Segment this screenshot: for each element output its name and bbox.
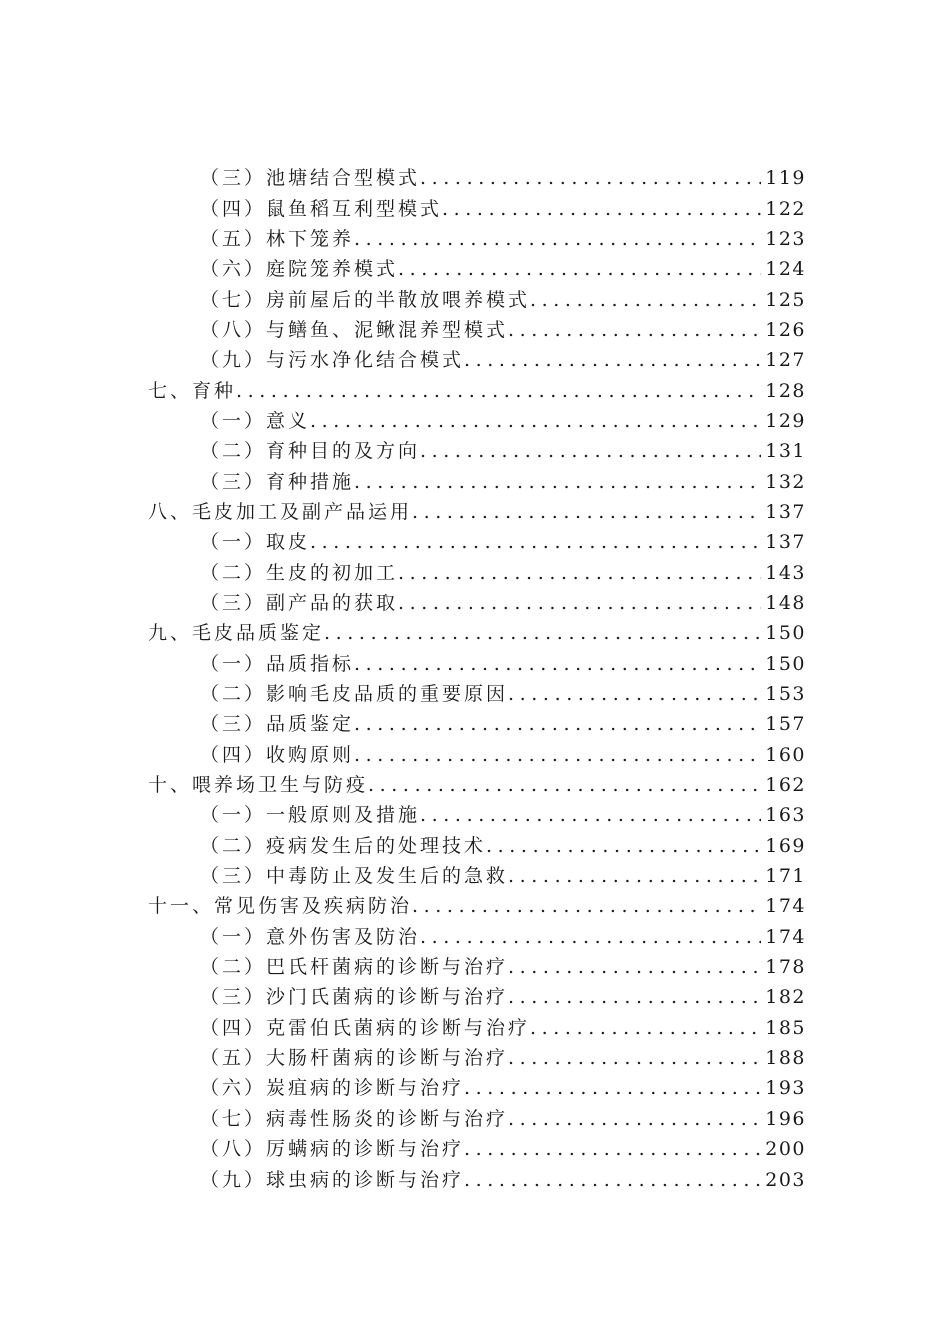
toc-section-entry[interactable] [148,800,806,830]
toc-entry-title: （六）庭院笼养模式 [200,258,399,281]
toc-section-entry[interactable] [148,315,806,345]
toc-section-entry[interactable] [148,254,806,284]
toc-page-number: 148 [765,591,806,614]
toc-page-number: 196 [765,1107,806,1130]
toc-page-number: 193 [765,1077,806,1100]
table-of-contents [148,163,806,1195]
toc-entry-title: （一）取皮 [200,531,311,554]
toc-entry-title: （二）生皮的初加工 [200,561,399,584]
toc-entry-title: 九、毛皮品质鉴定 [148,622,325,645]
toc-dot-leader [464,1073,761,1103]
toc-section-entry[interactable] [148,1134,806,1164]
toc-dot-leader [310,527,761,557]
toc-page-number: 169 [765,834,806,857]
toc-entry-title: （三）中毒防止及发生后的急救 [200,865,509,888]
toc-section-entry[interactable] [148,1073,806,1103]
toc-section-entry[interactable] [148,588,806,618]
toc-entry-title: （二）育种目的及方向 [200,440,421,463]
toc-dot-leader [464,345,761,375]
toc-section-entry[interactable] [148,193,806,223]
toc-dot-leader [310,406,761,436]
toc-chapter-entry[interactable] [148,770,806,800]
toc-dot-leader [420,436,761,466]
toc-dot-leader [530,285,761,315]
toc-page-number: 128 [765,379,806,402]
toc-entry-title: 八、毛皮加工及副产品运用 [148,500,413,523]
toc-dot-leader [412,497,761,527]
toc-section-entry[interactable] [148,406,806,436]
toc-entry-title: （五）林下笼养 [200,227,355,250]
toc-dot-leader [236,376,761,406]
toc-dot-leader [464,1134,761,1164]
toc-entry-title: （四）收购原则 [200,743,355,766]
toc-dot-leader [508,952,761,982]
toc-page-number: 203 [765,1168,806,1191]
toc-page-number: 171 [765,865,806,888]
toc-entry-title: （三）品质鉴定 [200,713,355,736]
toc-entry-title: （二）巴氏杆菌病的诊断与治疗 [200,956,509,979]
toc-entry-title: （一）意义 [200,409,311,432]
toc-section-entry[interactable] [148,557,806,587]
toc-dot-leader [442,194,761,224]
toc-entry-title: 十一、常见伤害及疾病防治 [148,895,413,918]
toc-page-number: 160 [765,743,806,766]
toc-entry-title: （九）球虫病的诊断与治疗 [200,1168,465,1191]
toc-dot-leader [508,1104,761,1134]
toc-page-number: 123 [765,227,806,250]
toc-page-number: 200 [765,1138,806,1161]
toc-entry-title: （三）沙门氏菌病的诊断与治疗 [200,986,509,1009]
toc-dot-leader [508,982,761,1012]
toc-entry-title: （七）房前屋后的半散放喂养模式 [200,288,531,311]
toc-entry-title: （四）鼠鱼稻互利型模式 [200,197,443,220]
toc-dot-leader [464,1165,761,1195]
toc-dot-leader [354,224,761,254]
toc-chapter-entry[interactable] [148,618,806,648]
toc-section-entry[interactable] [148,1164,806,1194]
toc-dot-leader [420,800,761,830]
toc-page-number: 157 [765,713,806,736]
toc-page-number: 182 [765,986,806,1009]
toc-section-entry[interactable] [148,952,806,982]
toc-page-number: 150 [765,652,806,675]
toc-page-number: 122 [765,197,806,220]
toc-entry-title: （四）克雷伯氏菌病的诊断与治疗 [200,1016,531,1039]
toc-entry-title: （三）池塘结合型模式 [200,167,421,190]
toc-section-entry[interactable] [148,284,806,314]
toc-section-entry[interactable] [148,436,806,466]
toc-page-number: 126 [765,318,806,341]
toc-entry-title: （七）病毒性肠炎的诊断与治疗 [200,1107,509,1130]
toc-dot-leader [530,1013,761,1043]
toc-dot-leader [486,831,761,861]
toc-dot-leader [420,922,761,952]
toc-chapter-entry[interactable] [148,497,806,527]
toc-dot-leader [412,891,761,921]
toc-dot-leader [508,679,761,709]
toc-entry-title: （二）影响毛皮品质的重要原因 [200,683,509,706]
toc-entry-title: （一）意外伤害及防治 [200,925,421,948]
toc-dot-leader [354,467,761,497]
toc-page-number: 129 [765,409,806,432]
toc-section-entry[interactable] [148,649,806,679]
toc-entry-title: 七、育种 [148,379,237,402]
toc-section-entry[interactable] [148,1043,806,1073]
toc-dot-leader [398,558,761,588]
toc-page-number: 127 [765,349,806,372]
toc-page-number: 185 [765,1016,806,1039]
toc-chapter-entry[interactable] [148,375,806,405]
toc-page-number: 125 [765,288,806,311]
toc-page-number: 137 [765,531,806,554]
toc-entry-title: （九）与污水净化结合模式 [200,349,465,372]
toc-dot-leader [420,163,761,193]
toc-entry-title: （八）厉螨病的诊断与治疗 [200,1138,465,1161]
toc-section-entry[interactable] [148,861,806,891]
toc-page-number: 153 [765,683,806,706]
toc-entry-title: （二）疫病发生后的处理技术 [200,834,487,857]
toc-page-number: 131 [765,440,806,463]
toc-dot-leader [354,649,761,679]
toc-entry-title: （五）大肠杆菌病的诊断与治疗 [200,1047,509,1070]
toc-page-number: 174 [765,925,806,948]
toc-entry-title: 十、喂养场卫生与防疫 [148,774,369,797]
toc-page-number: 178 [765,956,806,979]
toc-page-number: 188 [765,1047,806,1070]
toc-section-entry[interactable] [148,740,806,770]
toc-section-entry[interactable] [148,922,806,952]
toc-page-number: 119 [765,167,806,190]
toc-dot-leader [398,254,761,284]
toc-entry-title: （三）副产品的获取 [200,591,399,614]
toc-section-entry[interactable] [148,982,806,1012]
toc-entry-title: （一）一般原则及措施 [200,804,421,827]
toc-page-number: 174 [765,895,806,918]
toc-section-entry[interactable] [148,345,806,375]
toc-section-entry[interactable] [148,466,806,496]
toc-page-number: 124 [765,258,806,281]
toc-page-number: 143 [765,561,806,584]
toc-section-entry[interactable] [148,163,806,193]
toc-section-entry[interactable] [148,1013,806,1043]
toc-dot-leader [508,861,761,891]
toc-dot-leader [354,709,761,739]
toc-entry-title: （一）品质指标 [200,652,355,675]
toc-section-entry[interactable] [148,1104,806,1134]
toc-dot-leader [368,770,761,800]
toc-dot-leader [354,740,761,770]
toc-dot-leader [398,588,761,618]
toc-dot-leader [508,1043,761,1073]
toc-dot-leader [324,618,761,648]
toc-page-number: 162 [765,774,806,797]
toc-page-number: 163 [765,804,806,827]
toc-entry-title: （三）育种措施 [200,470,355,493]
toc-section-entry[interactable] [148,709,806,739]
toc-section-entry[interactable] [148,679,806,709]
toc-section-entry[interactable] [148,224,806,254]
toc-page-number: 137 [765,500,806,523]
toc-section-entry[interactable] [148,831,806,861]
toc-dot-leader [508,315,761,345]
toc-entry-title: （六）炭疽病的诊断与治疗 [200,1077,465,1100]
toc-chapter-entry[interactable] [148,891,806,921]
toc-page-number: 150 [765,622,806,645]
toc-page-number: 132 [765,470,806,493]
toc-section-entry[interactable] [148,527,806,557]
toc-entry-title: （八）与鳝鱼、泥鳅混养型模式 [200,318,509,341]
